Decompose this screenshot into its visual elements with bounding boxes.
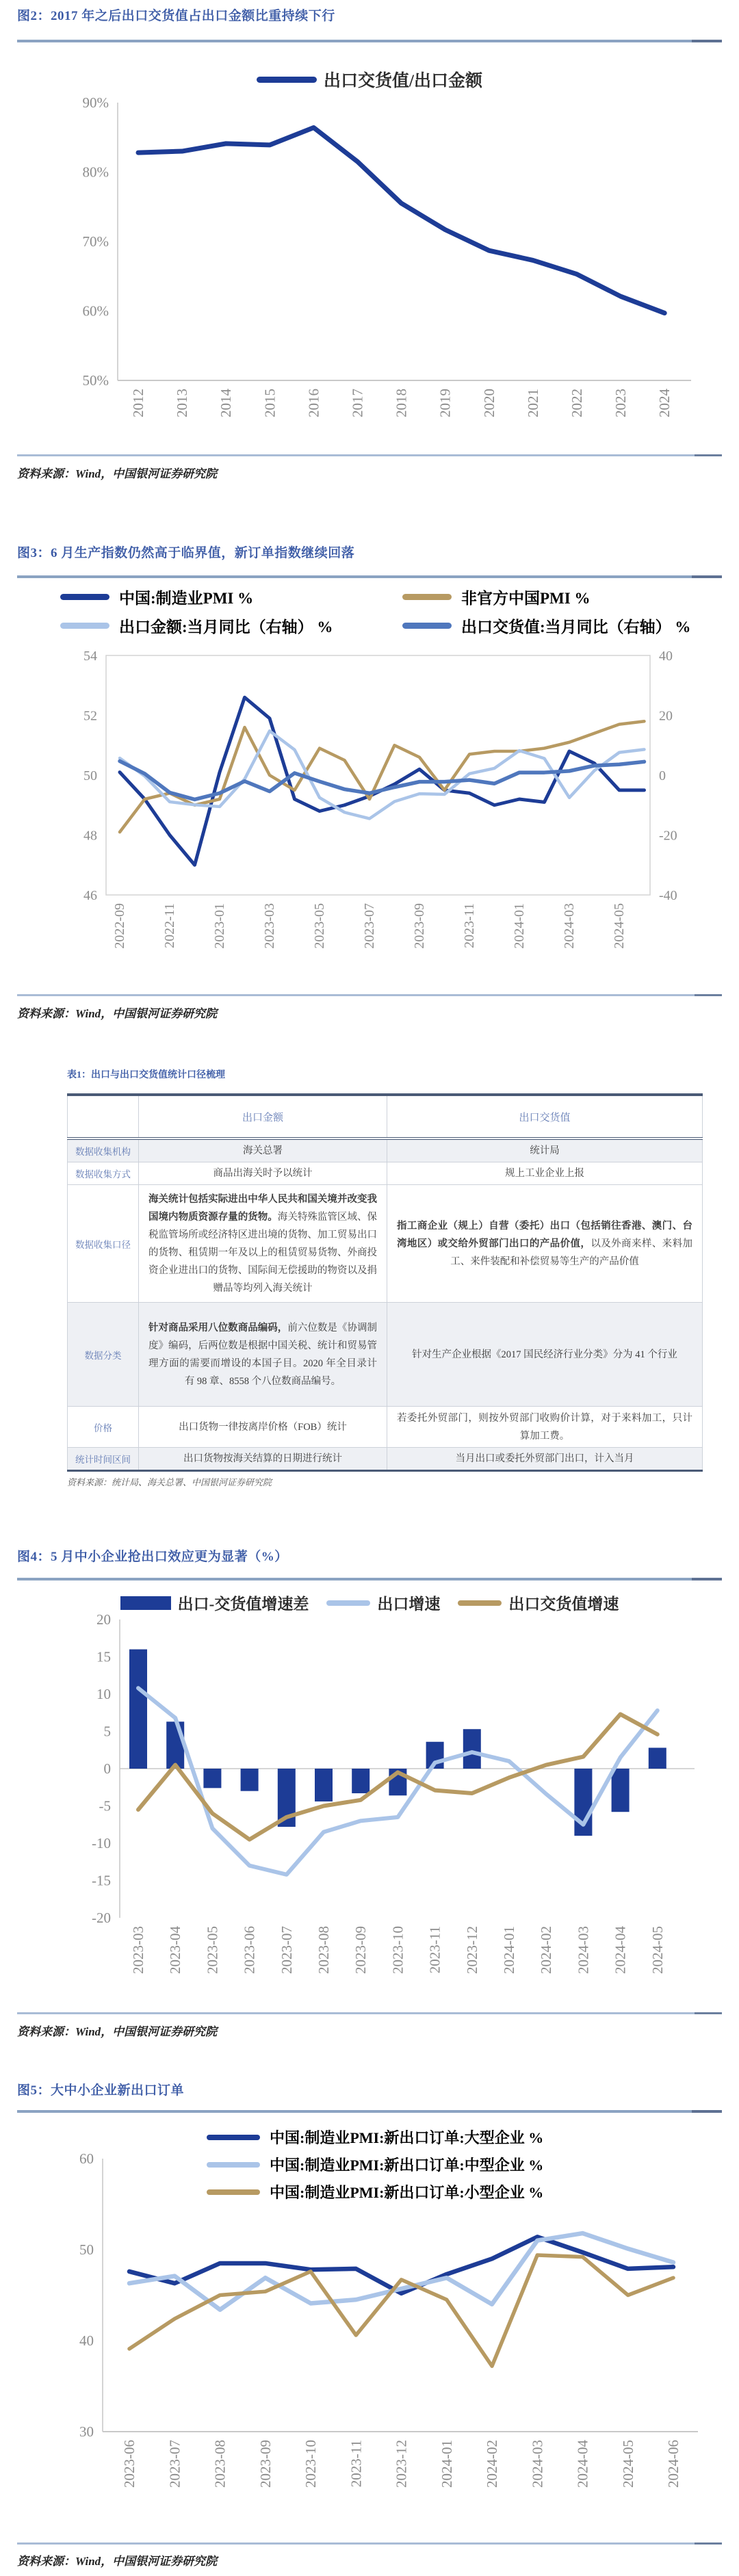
row-label: 数据收集方式 (68, 1162, 139, 1185)
cell: 出口货物一律按离岸价格（FOB）统计 (139, 1407, 387, 1448)
table-row (68, 1139, 703, 1162)
svg-text:2023-11: 2023-11 (348, 2440, 365, 2488)
legend-label: 非官方中国PMI % (461, 590, 591, 607)
fig3-title-rule (17, 575, 722, 578)
svg-text:2022-09: 2022-09 (112, 903, 127, 949)
svg-text:2015: 2015 (261, 389, 278, 417)
svg-text:2023-09: 2023-09 (257, 2440, 274, 2488)
legend-label: 中国:制造业PMI:新出口订单:小型企业 % (270, 2184, 544, 2201)
line-swatch-icon (207, 2135, 260, 2140)
table1-title: 表1：出口与出口交货值统计口径梳理 (67, 1070, 225, 1080)
svg-text:90%: 90% (82, 94, 109, 112)
svg-text:2023-07: 2023-07 (166, 2440, 183, 2488)
fig5-title-rule (17, 2110, 722, 2113)
svg-text:60%: 60% (82, 302, 109, 320)
fig2-source-rule (17, 454, 722, 456)
svg-text:15: 15 (96, 1648, 111, 1665)
svg-text:2023-03: 2023-03 (130, 1926, 146, 1974)
svg-text:2024-03: 2024-03 (562, 903, 577, 949)
column-header: 出口交货值 (387, 1095, 703, 1139)
svg-text:2023-10: 2023-10 (389, 1926, 406, 1974)
table1 (67, 1093, 703, 1472)
legend-label: 出口交货值/出口金额 (324, 72, 482, 90)
svg-text:2023-05: 2023-05 (312, 903, 327, 949)
svg-text:50: 50 (83, 768, 97, 783)
svg-text:2023-06: 2023-06 (241, 1926, 258, 1974)
fig3-legend-item-2 (402, 586, 590, 608)
svg-text:54: 54 (83, 648, 97, 664)
line-swatch-icon (257, 77, 317, 83)
svg-text:2024-01: 2024-01 (501, 1926, 517, 1974)
cell: 针对商品采用八位数商品编码，前六位数是《协调制度》编码，后两位数是根据中国关税、统计和贸易管理方面的需要而增设的本国子目。2020 年全目录计有 98 章、8558 个八位数商品编号。 (139, 1303, 387, 1407)
svg-text:2023-11: 2023-11 (426, 1926, 443, 1974)
fig5-source-rule (17, 2542, 722, 2545)
table-row (68, 1303, 703, 1407)
svg-text:2024-04: 2024-04 (574, 2440, 591, 2488)
svg-text:2023-05: 2023-05 (204, 1926, 221, 1974)
fig4-title: 图4：5 月中小企业抢出口效应更为显著（%） (17, 1550, 288, 1564)
fig2-chart (0, 93, 739, 449)
fig4-source: 资料来源：Wind，中国银河证券研究院 (17, 2025, 218, 2038)
cell: 出口货物按海关结算的日期进行统计 (139, 1448, 387, 1471)
svg-text:2023-06: 2023-06 (121, 2440, 138, 2488)
fig5-chart (0, 2143, 739, 2540)
svg-text:-20: -20 (659, 828, 677, 844)
svg-text:2023-12: 2023-12 (393, 2440, 410, 2488)
svg-text:52: 52 (83, 708, 97, 724)
fig3-chart (0, 643, 739, 999)
svg-text:2023-03: 2023-03 (262, 903, 277, 949)
table1-source: 资料来源：统计局、海关总署、中国银河证券研究院 (67, 1477, 272, 1487)
svg-text:2022-11: 2022-11 (162, 903, 177, 948)
fig2-title-rule (17, 40, 722, 42)
legend-label: 出口金额:当月同比（右轴） % (119, 619, 333, 636)
svg-text:48: 48 (83, 828, 97, 844)
svg-text:2023-10: 2023-10 (302, 2440, 319, 2488)
svg-text:2020: 2020 (480, 389, 497, 417)
fig5-source: 资料来源：Wind，中国银河证券研究院 (17, 2555, 218, 2568)
svg-text:2016: 2016 (305, 389, 322, 417)
fig3-legend-item-1 (60, 586, 253, 608)
svg-text:50: 50 (79, 2241, 94, 2259)
svg-text:40: 40 (79, 2332, 94, 2350)
svg-text:2024-05: 2024-05 (649, 1926, 666, 1974)
fig3-legend-item-3 (60, 614, 333, 637)
fig3-source-rule (17, 994, 722, 996)
svg-text:2024-06: 2024-06 (665, 2440, 682, 2488)
svg-text:-40: -40 (659, 887, 677, 903)
line-swatch-icon (60, 594, 109, 600)
table-row (68, 1185, 703, 1303)
column-header: 出口金额 (139, 1095, 387, 1139)
svg-text:2024-03: 2024-03 (529, 2440, 546, 2488)
svg-text:2024-03: 2024-03 (575, 1926, 592, 1974)
svg-text:2023-11: 2023-11 (462, 903, 477, 948)
cell: 若委托外贸部门，则按外贸部门收购价计算，对于来料加工，只计算加工费。 (387, 1407, 703, 1448)
cell: 指工商企业（规上）自营（委托）出口（包括销往香港、澳门、台湾地区）或交给外贸部门出口的产品价值，以及外商来样、来料加工、来件装配和补偿贸易等生产的产品价值 (387, 1185, 703, 1303)
cell: 针对生产企业根据《2017 国民经济行业分类》分为 41 个行业 (387, 1303, 703, 1407)
table-row (68, 1407, 703, 1448)
svg-text:2017: 2017 (349, 389, 366, 417)
svg-text:2023-07: 2023-07 (362, 903, 377, 949)
svg-text:2014: 2014 (218, 389, 235, 417)
svg-text:2023-04: 2023-04 (167, 1926, 184, 1974)
svg-text:-15: -15 (92, 1872, 111, 1889)
legend-label: 出口交货值:当月同比（右轴） % (461, 619, 691, 636)
line-swatch-icon (402, 623, 452, 629)
legend-label: 中国:制造业PMI:新出口订单:大型企业 % (270, 2129, 544, 2146)
legend-label: 出口-交货值增速差 (177, 1596, 309, 1613)
svg-text:2012: 2012 (130, 389, 146, 417)
svg-text:5: 5 (103, 1723, 111, 1740)
svg-text:20: 20 (96, 1611, 111, 1628)
row-label: 数据收集口径 (68, 1185, 139, 1303)
legend-label: 中国:制造业PMI % (119, 590, 254, 607)
svg-text:2024-05: 2024-05 (612, 903, 627, 949)
legend-label: 中国:制造业PMI:新出口订单:中型企业 % (270, 2157, 544, 2174)
fig2-title: 图2：2017 年之后出口交货值占出口金额比重持续下行 (17, 9, 335, 23)
cell: 海关统计包括实际进出中华人民共和国关境并改变我国境内物质资源存量的货物。海关特殊监管区域、保税监管场所或经济特区进出境的货物、加工贸易出口的货物、租赁期一年及以上的租赁贸易货物、外商投资企业进出口的货物、国际间无偿援助的物资以及捐赠品等均列入海关统计 (139, 1185, 387, 1303)
fig4-source-rule (17, 2012, 722, 2014)
legend-label: 出口交货值增速 (508, 1596, 619, 1613)
svg-text:2023-01: 2023-01 (212, 903, 227, 949)
svg-text:2018: 2018 (393, 389, 410, 417)
cell: 规上工业企业上报 (387, 1162, 703, 1185)
row-label: 数据收集机构 (68, 1139, 139, 1162)
svg-text:0: 0 (103, 1760, 111, 1778)
line-swatch-icon (458, 1600, 502, 1606)
svg-text:2023: 2023 (612, 389, 630, 417)
svg-text:2024-01: 2024-01 (438, 2440, 455, 2488)
row-label: 数据分类 (68, 1303, 139, 1407)
fig4-chart (0, 1609, 739, 2009)
svg-text:2024-04: 2024-04 (612, 1926, 629, 1974)
fig2-legend (0, 67, 739, 92)
table-header-row (68, 1095, 703, 1139)
cell: 当月出口或委托外贸部门出口，计入当月 (387, 1448, 703, 1471)
svg-text:2024-02: 2024-02 (484, 2440, 500, 2488)
svg-text:10: 10 (96, 1686, 111, 1703)
table-row (68, 1162, 703, 1185)
line-swatch-icon (326, 1600, 370, 1606)
svg-text:2022: 2022 (569, 389, 585, 417)
bar-swatch-icon (120, 1596, 171, 1610)
fig5-title: 图5：大中小企业新出口订单 (17, 2083, 185, 2098)
cell: 海关总署 (139, 1139, 387, 1162)
svg-text:2023-12: 2023-12 (463, 1926, 480, 1974)
fig3-legend-item-4 (402, 614, 690, 637)
svg-text:2023-08: 2023-08 (315, 1926, 332, 1974)
svg-text:70%: 70% (82, 233, 109, 250)
svg-text:2021: 2021 (524, 389, 541, 417)
svg-text:2023-09: 2023-09 (352, 1926, 370, 1974)
row-label: 价格 (68, 1407, 139, 1448)
fig4-title-rule (17, 1578, 722, 1580)
svg-text:2019: 2019 (437, 389, 454, 417)
fig3-source: 资料来源：Wind，中国银河证券研究院 (17, 1007, 218, 1020)
svg-text:0: 0 (659, 768, 666, 783)
svg-text:20: 20 (659, 708, 673, 724)
legend-label: 出口增速 (377, 1596, 441, 1613)
line-swatch-icon (402, 594, 452, 600)
svg-text:80%: 80% (82, 164, 109, 181)
svg-text:40: 40 (659, 648, 673, 664)
row-label: 统计时间区间 (68, 1448, 139, 1471)
fig2-source: 资料来源：Wind，中国银河证券研究院 (17, 467, 218, 480)
svg-text:2023-07: 2023-07 (278, 1926, 295, 1974)
cell: 统计局 (387, 1139, 703, 1162)
svg-text:2023-09: 2023-09 (412, 903, 427, 949)
cell: 商品出海关时予以统计 (139, 1162, 387, 1185)
svg-text:30: 30 (79, 2423, 94, 2441)
svg-text:2024: 2024 (656, 389, 673, 417)
svg-text:2024-02: 2024-02 (538, 1926, 555, 1974)
legend-item (257, 67, 482, 92)
svg-text:-20: -20 (92, 1910, 111, 1927)
svg-text:46: 46 (83, 887, 97, 903)
line-swatch-icon (60, 623, 109, 629)
svg-text:-10: -10 (92, 1835, 111, 1852)
svg-text:2024-01: 2024-01 (512, 903, 527, 949)
fig3-title: 图3：6 月生产指数仍然高于临界值，新订单指数继续回落 (17, 546, 355, 560)
svg-text:2024-05: 2024-05 (619, 2440, 636, 2488)
svg-text:-5: -5 (99, 1797, 111, 1814)
svg-text:2023-08: 2023-08 (211, 2440, 229, 2488)
svg-text:2013: 2013 (174, 389, 191, 417)
svg-text:50%: 50% (82, 372, 109, 389)
corner-cell (68, 1095, 139, 1139)
table-row (68, 1448, 703, 1471)
svg-text:60: 60 (79, 2150, 94, 2168)
